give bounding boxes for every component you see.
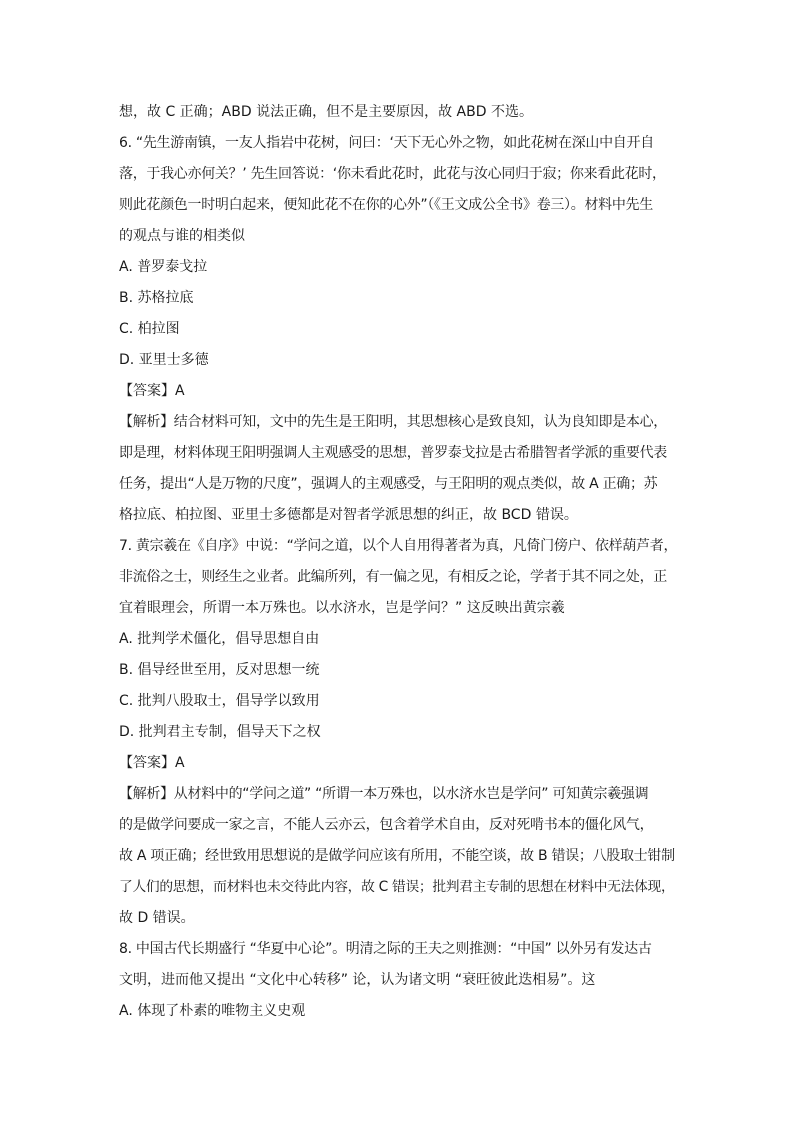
- question-7-option-d: D. 批判君主专制，倡导天下之权: [119, 724, 321, 740]
- question-6-analysis: 格拉底、柏拉图、亚里士多德都是对智者学派思想的纠正，故 BCD 错误。: [119, 507, 578, 523]
- question-6-option-a: A. 普罗泰戈拉: [119, 259, 208, 275]
- question-7-analysis: 故 D 错误。: [119, 910, 195, 926]
- question-6-stem: 的观点与谁的相类似: [119, 228, 245, 244]
- question-6-stem: 落，于我心亦何关？’ 先生回答说：‘你未看此花时，此花与汝心同归于寂；你来看此花时，: [119, 166, 666, 182]
- question-7-stem: 宜着眼理会，所谓一本万殊也。以水济水，岂是学问？” 这反映出黄宗羲: [119, 600, 565, 616]
- question-7-option-b: B. 倡导经世至用，反对思想一统: [119, 662, 320, 678]
- question-7-option-c: C. 批判八股取士，倡导学以致用: [119, 693, 320, 709]
- question-6-stem: 则此花颜色一时明白起来，便知此花不在你的心外”（《王文成公全书》卷三）。材料中先生: [119, 197, 653, 213]
- question-7-stem: 非流俗之士，则经生之业者。此编所列，有一偏之见，有相反之论，学者于其不同之处，正: [119, 569, 667, 585]
- question-6-analysis: 任务，提出“人是万物的尺度”，强调人的主观感受，与王阳明的观点类似，故 A 正确；苏: [119, 476, 658, 492]
- question-8-stem: 文明，进而他又提出 “文化中心转移” 论，认为诸文明 “衰旺彼此迭相易”。这: [119, 972, 596, 988]
- question-7-analysis: 的是做学问要成一家之言，不能人云亦云，包含着学术自由，反对死啃书本的僵化风气，: [119, 817, 654, 833]
- question-7-answer: 【答案】A: [119, 755, 185, 771]
- question-7-option-a: A. 批判学术僵化，倡导思想自由: [119, 631, 320, 647]
- question-7-analysis: 了人们的思想，而材料也未交待此内容，故 C 错误；批判君主专制的思想在材料中无法体现，: [119, 879, 675, 895]
- question-6-stem: 6. “先生游南镇，一友人指岩中花树，问曰：‘天下无心外之物，如此花树在深山中自开自: [119, 135, 654, 151]
- question-7-analysis: 故 A 项正确；经世致用思想说的是做学问应该有所用，不能空谈，故 B 错误；八股取士钳制: [119, 848, 675, 864]
- question-6-option-b: B. 苏格拉底: [119, 290, 194, 306]
- question-6-answer: 【答案】A: [119, 383, 185, 399]
- question-6-option-d: D. 亚里士多德: [119, 352, 209, 368]
- question-6-analysis: 即是理，材料体现王阳明强调人主观感受的思想，普罗泰戈拉是古希腊智者学派的重要代表: [119, 445, 667, 461]
- question-6-analysis: 【解析】结合材料可知，文中的先生是王阳明，其思想核心是致良知，认为良知即是本心，: [119, 414, 667, 430]
- question-8-option-a: A. 体现了朴素的唯物主义史观: [119, 1003, 306, 1019]
- question-8-stem: 8. 中国古代长期盛行 “华夏中心论”。明清之际的王夫之则推测：“中国” 以外另有发达古: [119, 941, 652, 957]
- question-7-analysis: 【解析】从材料中的“学问之道” “所谓一本万殊也，以水济水岂是学问” 可知黄宗羲强调: [119, 786, 649, 802]
- question-7-stem: 7. 黄宗羲在《自序》中说：“学问之道，以个人自用得著者为真，凡倚门傍户、依样葫芦者，: [119, 538, 678, 554]
- question-6-option-c: C. 柏拉图: [119, 321, 180, 337]
- page-content: [119, 97, 679, 1027]
- text-line: 想，故 C 正确；ABD 说法正确，但不是主要原因，故 ABD 不选。: [119, 104, 533, 120]
